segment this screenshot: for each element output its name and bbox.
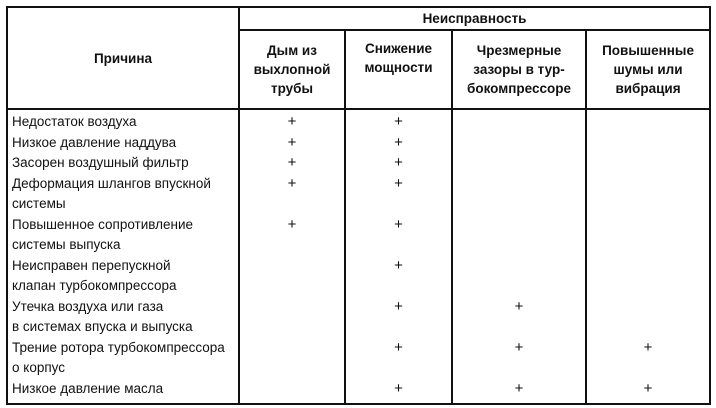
table-row xyxy=(7,297,710,338)
mark-cell xyxy=(586,215,710,256)
cause-cell: Трение ротора турбокомпрессора о корпус xyxy=(7,338,239,379)
table-row xyxy=(7,215,710,256)
mark-cell xyxy=(452,153,586,174)
col-header-excess-clearance: Чрезмерные зазоры в тур- бокомпрессоре xyxy=(452,30,586,109)
mark-cell: + xyxy=(345,338,452,379)
mark-cell: + xyxy=(345,297,452,338)
mark-cell: + xyxy=(239,109,345,133)
cause-cell: Утечка воздуха или газа в системах впуска и выпуска xyxy=(7,297,239,338)
mark-cell: + xyxy=(239,133,345,154)
mark-cell: + xyxy=(452,297,586,338)
col-header-noise-vibration: Повышенные шумы или вибрация xyxy=(586,30,710,109)
mark-cell xyxy=(452,133,586,154)
mark-cell: + xyxy=(239,153,345,174)
fault-group-header: Неисправность xyxy=(239,7,710,30)
mark-cell xyxy=(452,256,586,297)
fault-table xyxy=(6,6,711,405)
mark-cell: + xyxy=(345,153,452,174)
mark-cell: + xyxy=(452,338,586,379)
table-row xyxy=(7,338,710,379)
mark-cell xyxy=(239,256,345,297)
mark-cell xyxy=(239,338,345,379)
mark-cell: + xyxy=(452,379,586,405)
table-row xyxy=(7,174,710,215)
cause-cell: Низкое давление наддува xyxy=(7,133,239,154)
mark-cell xyxy=(586,153,710,174)
table-row xyxy=(7,379,710,405)
mark-cell xyxy=(239,297,345,338)
mark-cell xyxy=(586,256,710,297)
table-row xyxy=(7,153,710,174)
mark-cell xyxy=(586,133,710,154)
mark-cell: + xyxy=(586,338,710,379)
header-row-group xyxy=(7,7,710,30)
mark-cell: + xyxy=(345,215,452,256)
mark-cell: + xyxy=(345,133,452,154)
cause-cell: Повышенное сопротивление системы выпуска xyxy=(7,215,239,256)
cause-header: Причина xyxy=(7,7,239,109)
mark-cell: + xyxy=(239,215,345,256)
mark-cell xyxy=(586,174,710,215)
mark-cell: + xyxy=(345,379,452,405)
mark-cell xyxy=(452,109,586,133)
mark-cell: + xyxy=(586,379,710,405)
mark-cell xyxy=(586,297,710,338)
mark-cell xyxy=(452,215,586,256)
col-header-power-loss: Снижение мощности xyxy=(345,30,452,109)
mark-cell: + xyxy=(345,256,452,297)
mark-cell xyxy=(239,379,345,405)
cause-cell: Неисправен перепускной клапан турбокомпрессора xyxy=(7,256,239,297)
mark-cell xyxy=(452,174,586,215)
cause-cell: Недостаток воздуха xyxy=(7,109,239,133)
table-row xyxy=(7,109,710,133)
table-row xyxy=(7,133,710,154)
cause-cell: Низкое давление масла xyxy=(7,379,239,405)
fault-table-container xyxy=(6,6,711,405)
cause-cell: Засорен воздушный фильтр xyxy=(7,153,239,174)
mark-cell: + xyxy=(345,174,452,215)
table-row xyxy=(7,256,710,297)
mark-cell: + xyxy=(239,174,345,215)
mark-cell: + xyxy=(345,109,452,133)
cause-cell: Деформация шлангов впускной системы xyxy=(7,174,239,215)
mark-cell xyxy=(586,109,710,133)
col-header-smoke: Дым из выхлопной трубы xyxy=(239,30,345,109)
